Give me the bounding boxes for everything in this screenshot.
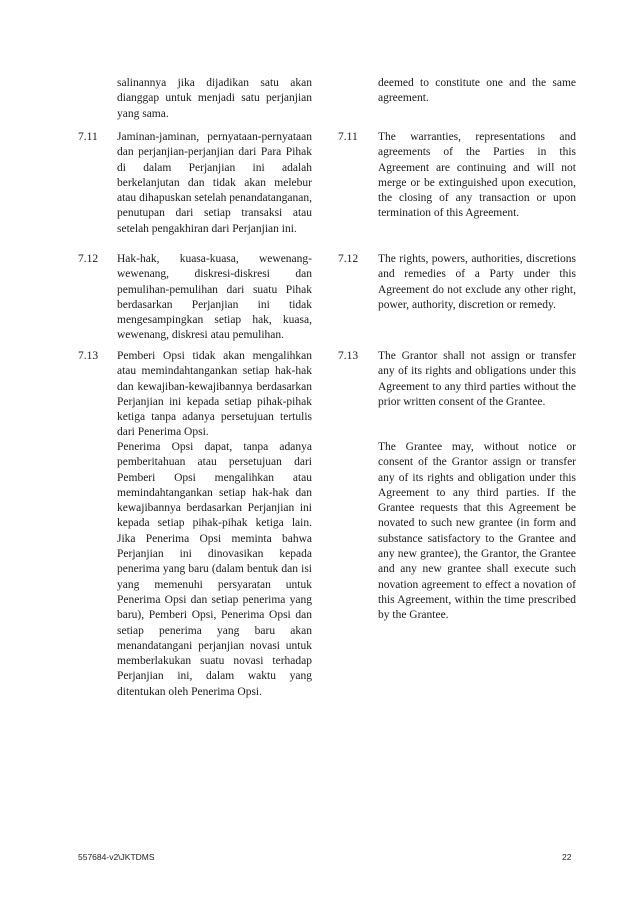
right-continuation-text: deemed to constitute one and the same agreement. bbox=[378, 77, 576, 105]
left-section-7-13-paragraph-1: Pemberi Opsi tidak akan mengalihkan atau memindahtangankan setiap hak-hak dan kewajiban-kewajibannya berdasarkan Perjanjian ini kepada setiap pihak-pihak ketiga tanpa adanya persetujuan tertulis dari Penerima Opsi. bbox=[117, 350, 312, 439]
right-section-number-7-11: 7.11 bbox=[338, 131, 358, 143]
left-section-7-13-paragraph-2: Penerima Opsi dapat, tanpa adanya pemberitahuan atau persetujuan dari Pemberi Opsi mengalihkan atau memindahtangankan setiap hak-hak dan kewajibannya berdasarkan Perjanjian ini kepada setiap pihak-pihak ketiga lain. Jika Penerima Opsi meminta bahwa Perjanjian ini dinovasikan kepada penerima yang baru (dalam bentuk dan isi yang memenuhi persyaratan untuk Penerima Opsi dan setiap penerima yang baru), Pemberi Opsi, Penerima Opsi dan setiap penerima yang baru akan menandatangani perjanjian novasi untuk memberlakukan suatu novasi terhadap Perjanjian ini, dalam waktu yang ditentukan oleh Penerima Opsi. bbox=[117, 441, 312, 698]
right-section-number-7-12: 7.12 bbox=[338, 253, 359, 265]
footer-document-reference: 557684-v2\JKTDMS bbox=[78, 852, 155, 862]
left-continuation-text: salinannya jika dijadikan satu akan dianggap untuk menjadi satu perjanjian yang sama. bbox=[117, 77, 312, 120]
footer-page-number: 22 bbox=[562, 852, 572, 862]
left-section-7-12-text: Hak-hak, kuasa-kuasa, wewenang-wewenang, diskresi-diskresi dan pemulihan-pemulihan dari suatu Pihak berdasarkan Perjanjian ini tidak mengesampingkan setiap hak, kuasa, wewenang, diskresi atau pemulihan. bbox=[117, 253, 312, 342]
right-section-7-12-text: The rights, powers, authorities, discretions and remedies of a Party under this Agreement do not exclude any other right, power, authority, discretion or remedy. bbox=[378, 253, 576, 311]
left-section-number-7-12: 7.12 bbox=[78, 253, 99, 265]
left-section-7-11-text: Jaminan-jaminan, pernyataan-pernyataan dan perjanjian-perjanjian dari Para Pihak di dalam Perjanjian ini adalah berkelanjutan dan tidak akan melebur atau dihapuskan setelah penandatanganan, penutupan dari setiap transaksi atau setelah pengakhiran dari Perjanjian ini. bbox=[117, 131, 312, 235]
right-section-number-7-13: 7.13 bbox=[338, 350, 359, 362]
left-section-number-7-11: 7.11 bbox=[78, 131, 98, 143]
right-section-7-13-paragraph-2: The Grantee may, without notice or consent of the Grantor assign or transfer any of its rights and obligation under this Agreement to any third parties. If the Grantee requests that this Agreement be novated to such new grantee (in form and substance satisfactory to the Grantee and any new grantee), the Grantor, the Grantee and any new grantee shall execute such novation agreement to effect a novation of this Agreement, within the time prescribed by the Grantee. bbox=[378, 441, 576, 622]
right-section-7-11-text: The warranties, representations and agreements of the Parties in this Agreement are continuing and will not merge or be extinguished upon execution, the closing of any transaction or upon termination of this Agreement. bbox=[378, 131, 576, 220]
left-section-number-7-13: 7.13 bbox=[78, 350, 99, 362]
right-section-7-13-paragraph-1: The Grantor shall not assign or transfer any of its rights and obligations under this Agreement to any third parties without the prior written consent of the Grantee. bbox=[378, 350, 576, 408]
